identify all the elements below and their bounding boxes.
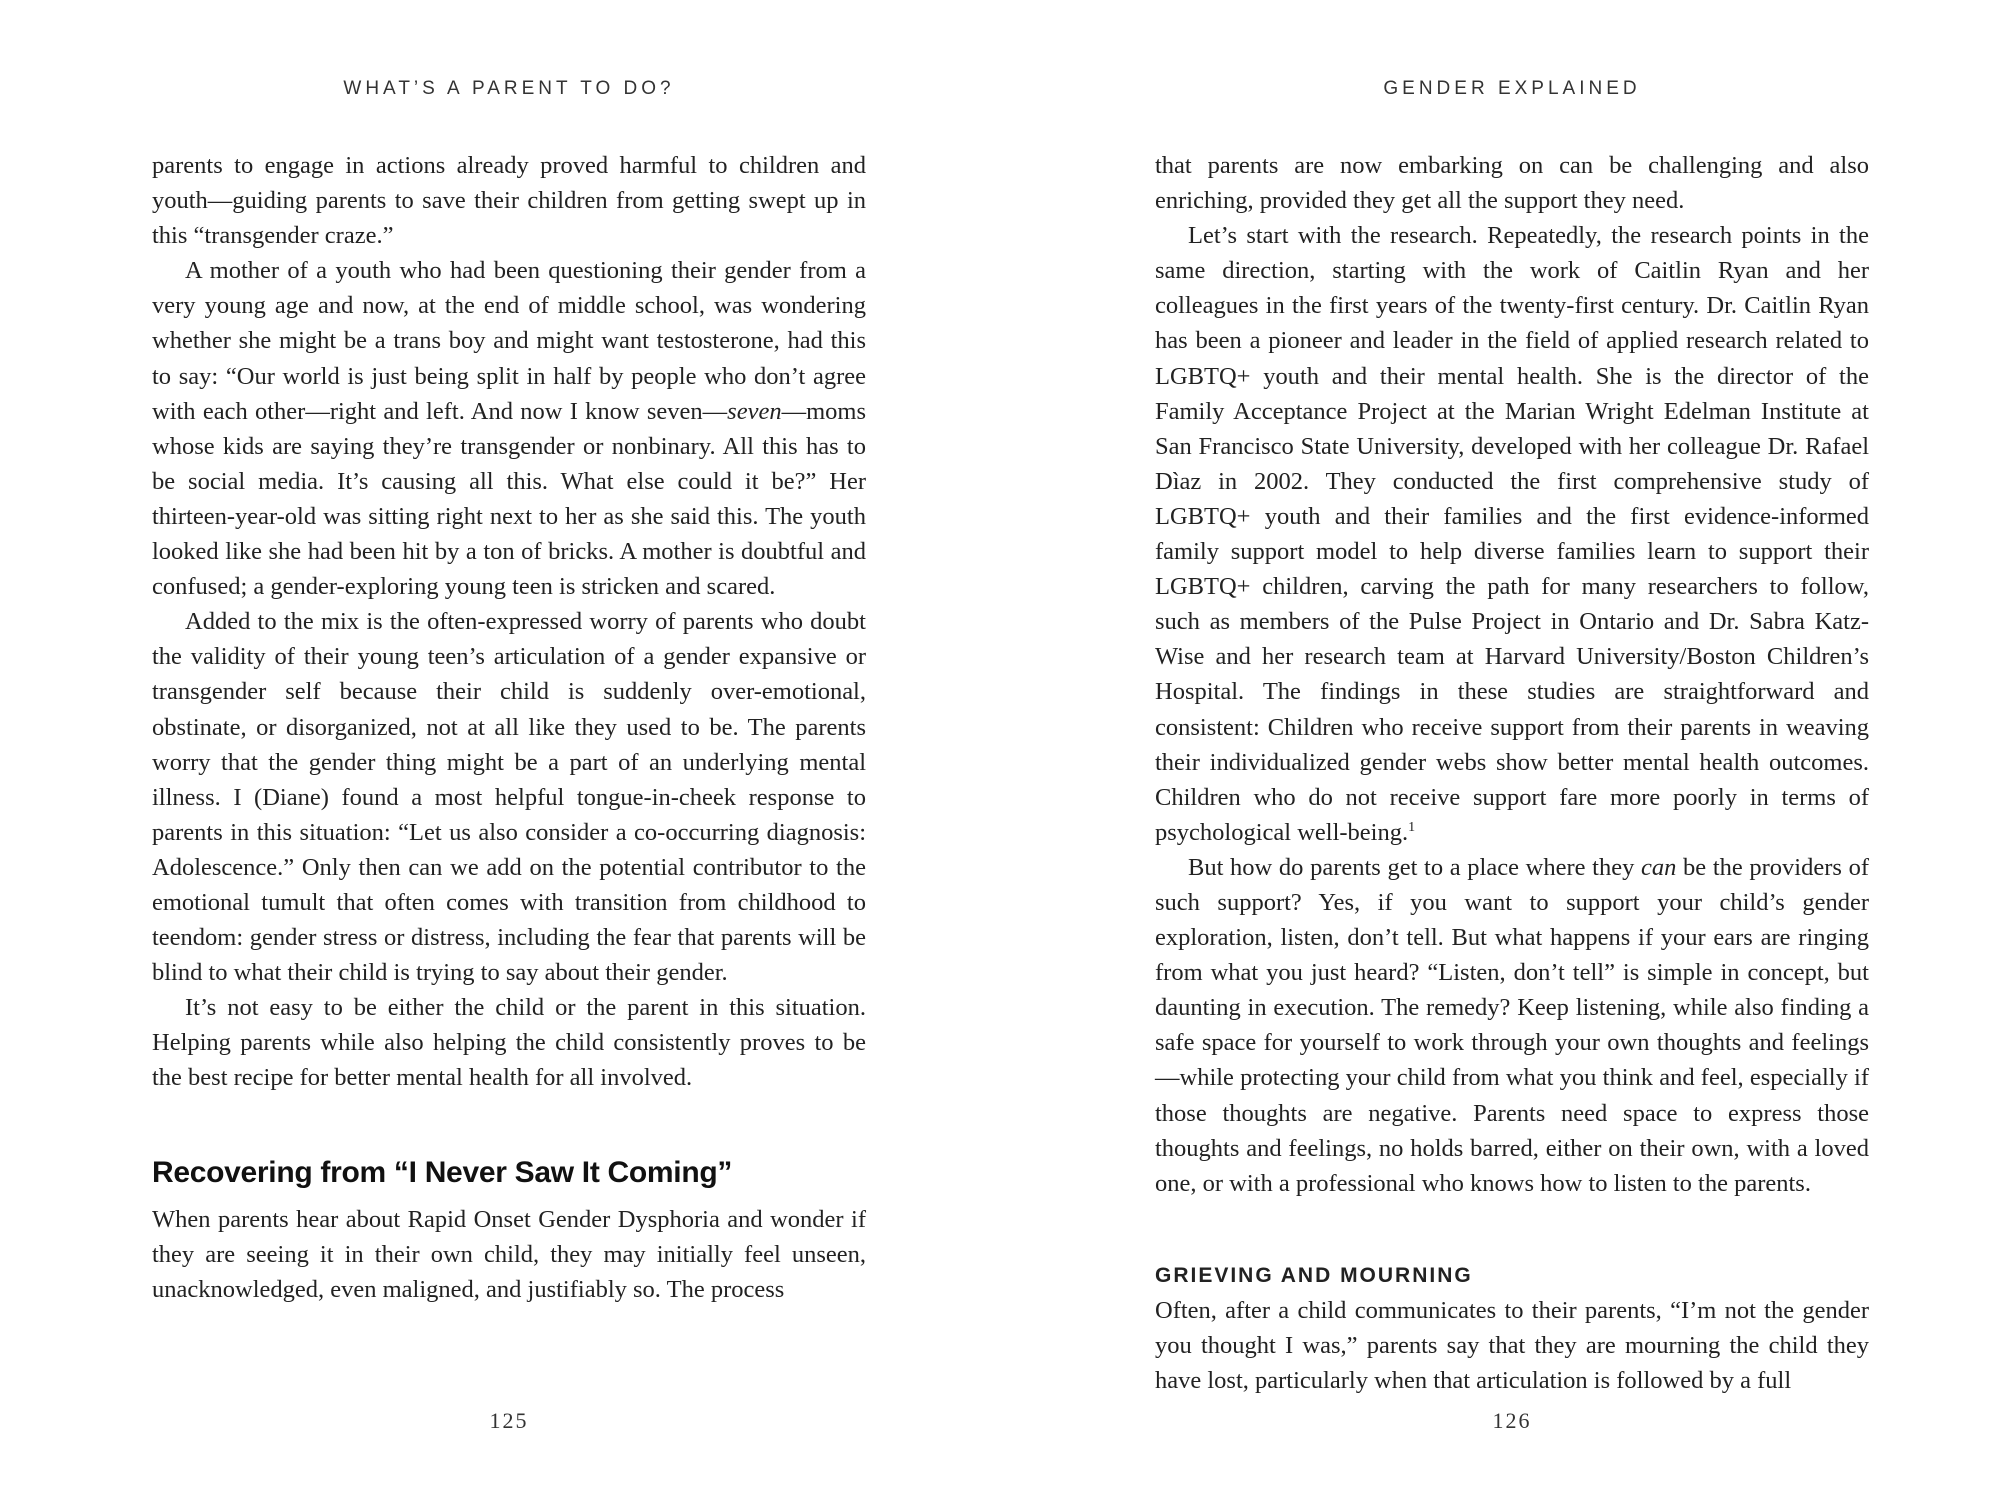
paragraph: that parents are now embarking on can be challenging and also enriching, provided they get all the support they need. [1155, 152, 1869, 215]
right-page [1000, 0, 2000, 1500]
page-number: 125 [489, 1408, 529, 1433]
paragraph: Added to the mix is the often-expressed worry of parents who doubt the validity of their young teen’s articulation of a gender expansive or transgender self because their child is suddenly over-emotional, obstinate, or disorganized, not at all like they used to be. The parents worry that the gender thing might be a part of an underlying mental illness. I (Diane) found a most helpful tongue-in-cheek response to parents in this situation: “Let us also consider a co-occurring diagnosis: Adolescence.” Only then can we add on the potential contributor to the emotional tumult that often comes with transition from childhood to teendom: gender stress or distress, including the fear that parents will be blind to what their child is trying to say about their gender. [152, 608, 866, 987]
paragraph-text: But how do parents get to a place where they [1188, 853, 1641, 881]
paragraph-text: Let’s start with the research. Repeatedly, the research points in the same direction, starting with the work of Caitlin Ryan and her colleagues in the first years of the twenty-first century. Dr. Caitlin Ryan has been a pioneer and leader in the field of applied research related to LGBTQ+ youth and their mental health. She is the director of the Family Acceptance Project at the Marian Wright Edelman Institute at San Francisco State University, developed with her colleague Dr. Rafael Dìaz in 2002. They conducted the first comprehensive study of LGBTQ+ youth and their families and the first evidence-informed family support model to help diverse families learn to support their LGBTQ+ children, carving the path for many researchers to follow, such as members of the Pulse Project in Ontario and Dr. Sabra Katz-Wise and her research team at Harvard University/Boston Children’s Hospital. The findings in these studies are straightforward and consistent: Children who receive support from their parents in weaving their individualized gender webs show better mental health outcomes. Children who do not receive support fare more poorly in terms of psychological well-being. [1155, 222, 1869, 846]
section-heading: Recovering from “I Never Saw It Coming” [152, 1155, 733, 1189]
running-head: GENDER EXPLAINED [1383, 78, 1641, 99]
paragraph-text: —moms whose kids are saying they’re transgender or nonbinary. All this has to be social media. It’s causing all this. What else could it be?” Her thirteen-year-old was sitting right next to her as she said this. The youth looked like she had been hit by a ton of bricks. A mother is doubtful and confused; a gender-exploring young teen is stricken and scared. [152, 397, 866, 601]
paragraph-text: be the providers of such support? Yes, if you want to support your child’s gender exploration, listen, don’t tell. But what happens if your ears are ringing from what you just heard? “Listen, don’t tell” is simple in concept, but daunting in execution. The remedy? Keep listening, while also finding a safe space for yourself to work through your own thoughts and feelings—while protecting your child from what you think and feel, especially if those thoughts are negative. Parents need space to express those thoughts and feelings, no holds barred, either on their own, with a loved one, or with a professional who knows how to listen to the parents. [1155, 853, 1870, 1197]
left-page-body [152, 148, 866, 1307]
footnote-marker[interactable]: 1 [1408, 819, 1416, 835]
paragraph: Often, after a child communicates to their parents, “I’m not the gender you thought I was,” parents say that they are mourning the child they have lost, particularly when that articulation is followed by a full [1155, 1296, 1869, 1394]
right-page-body [1155, 148, 1869, 1398]
paragraph-text: A mother of a youth who had been questioning their gender from a very young age and now, at the end of middle school, was wondering whether she might be a trans boy and might want testosterone, had this to say: “Our world is just being split in half by people who don’t agree with each other—right and left. And now I know seven— [152, 257, 866, 425]
subsection-heading: GRIEVING AND MOURNING [1155, 1263, 1473, 1287]
running-head: WHAT’S A PARENT TO DO? [343, 78, 675, 99]
paragraph [1155, 218, 1869, 850]
emphasis-text: can [1641, 853, 1677, 881]
paragraph [1155, 850, 1869, 1201]
emphasis-text: seven [727, 397, 782, 425]
page-number: 126 [1492, 1408, 1532, 1433]
paragraph [152, 253, 866, 604]
paragraph: It’s not easy to be either the child or the parent in this situation. Helping parents while also helping the child consistently proves to be the best recipe for better mental health for all involved. [152, 994, 866, 1092]
paragraph: When parents hear about Rapid Onset Gender Dysphoria and wonder if they are seeing it in their own child, they may initially feel unseen, unacknowledged, even maligned, and justifiably so. The process [152, 1205, 866, 1303]
paragraph: parents to engage in actions already proved harmful to children and youth—guiding parents to save their children from getting swept up in this “transgender craze.” [152, 152, 866, 250]
